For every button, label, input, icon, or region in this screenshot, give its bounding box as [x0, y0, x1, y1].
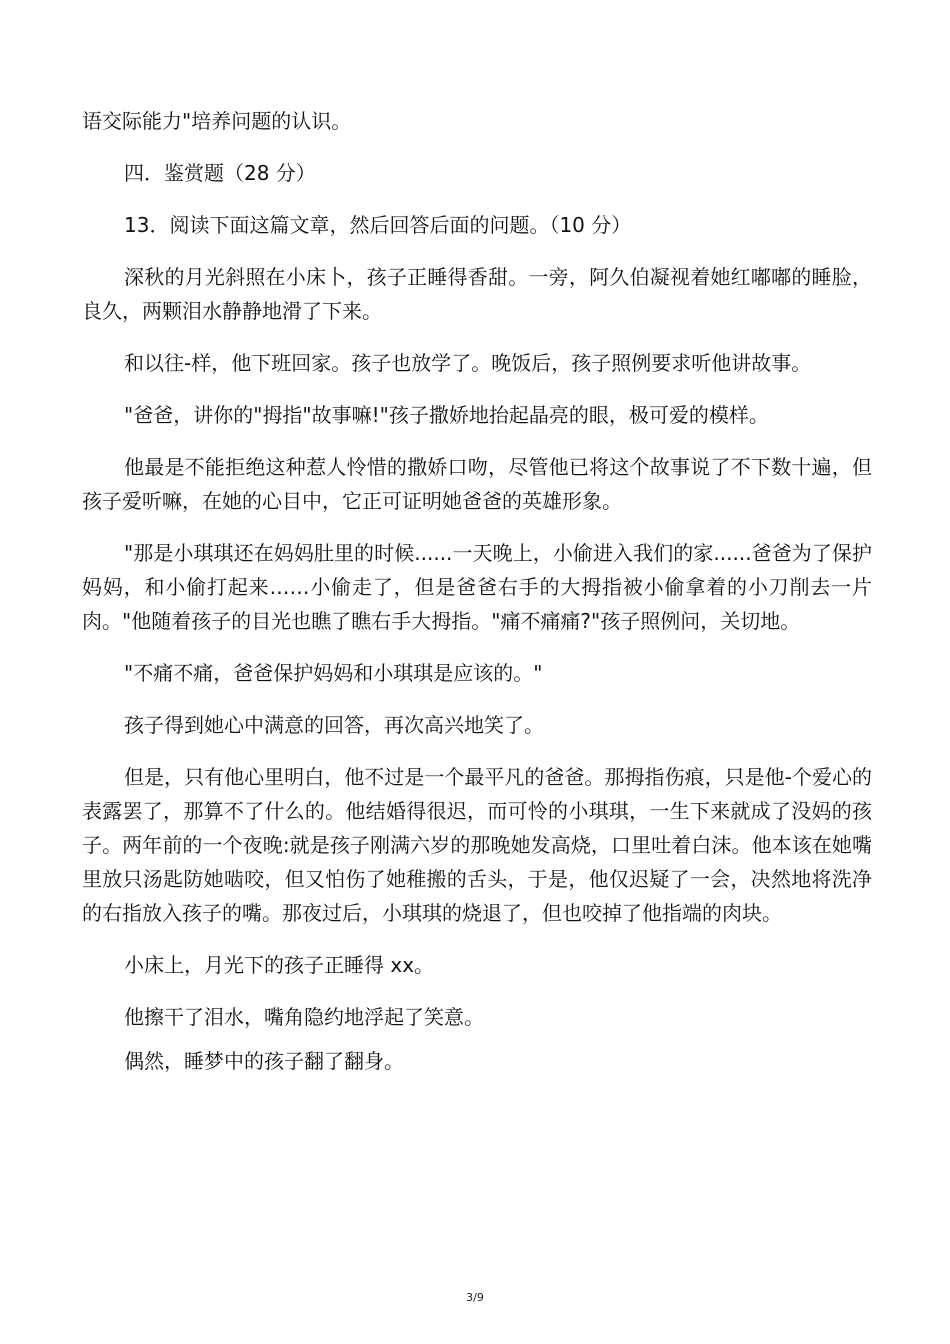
story-paragraph: "那是小琪琪还在妈妈肚里的时候......一天晚上，小偷进入我们的家......爸爸为了保护妈妈，和小偷打起来……小偷走了，但是爸爸右手的大拇指被小偷拿着的小刀削去一片肉。"他随着孩子的目光也瞧了瞧右手大拇指。"痛不痛痛?"孩子照例问，关切地。 [82, 541, 872, 633]
document-body [82, 104, 872, 1096]
story-paragraph: 但是，只有他心里明白，他不过是一个最平凡的爸爸。那拇指伤痕，只是他-个爱心的表露罢了，那算不了什么的。他结婚得很迟，而可怜的小琪琪，一生下来就成了没妈的孩子。两年前的一个夜晚:就是孩子刚满六岁的那晚她发高烧，口里吐着白沫。他本该在她嘴里放只汤匙防她啮咬，但又怕伤了她稚搬的舌头，于是，他仅迟疑了一会，决然地将洗净的右指放入孩子的嘴。那夜过后，小琪琪的烧退了，但也咬掉了他指端的肉块。 [82, 765, 872, 925]
story-paragraph: 深秋的月光斜照在小床卜，孩子正睡得香甜。一旁，阿久伯凝视着她红嘟嘟的睡脸，良久，两颗泪水静静地滑了下来。 [82, 265, 872, 323]
story-paragraph: 他最是不能拒绝这种惹人怜惜的撒娇口吻，尽管他已将这个故事说了不下数十遍，但孩子爱听嘛，在她的心目中，它正可证明她爸爸的英雄形象。 [82, 455, 872, 513]
story-paragraph: 偶然，睡梦中的孩子翻了翻身。 [124, 1049, 404, 1073]
story-paragraph: 他擦干了泪水，嘴角隐约地浮起了笑意。 [124, 1005, 484, 1029]
section-heading: 四．鉴赏题（28 分） [124, 161, 316, 185]
story-paragraph: "爸爸，讲你的"拇指"故事嘛!"孩子撒娇地抬起晶亮的眼，极可爱的模样。 [124, 403, 769, 427]
story-paragraph: 小床上，月光下的孩子正睡得 xx。 [124, 953, 435, 977]
story-paragraph: 和以往-样，他下班回家。孩子也放学了。晚饭后，孩子照例要求听他讲故事。 [124, 351, 812, 375]
story-paragraph: 孩子得到她心中满意的回答，再次高兴地笑了。 [124, 713, 544, 737]
page-number: 3/9 [466, 1291, 484, 1304]
story-paragraph: "不痛不痛，爸爸保护妈妈和小琪琪是应该的。" [124, 661, 543, 685]
question-heading: 13．阅读下面这篇文章，然后回答后面的问题。（10 分） [124, 213, 632, 237]
paragraph-continuation: 语交际能力"培养问题的认识。 [82, 109, 352, 133]
